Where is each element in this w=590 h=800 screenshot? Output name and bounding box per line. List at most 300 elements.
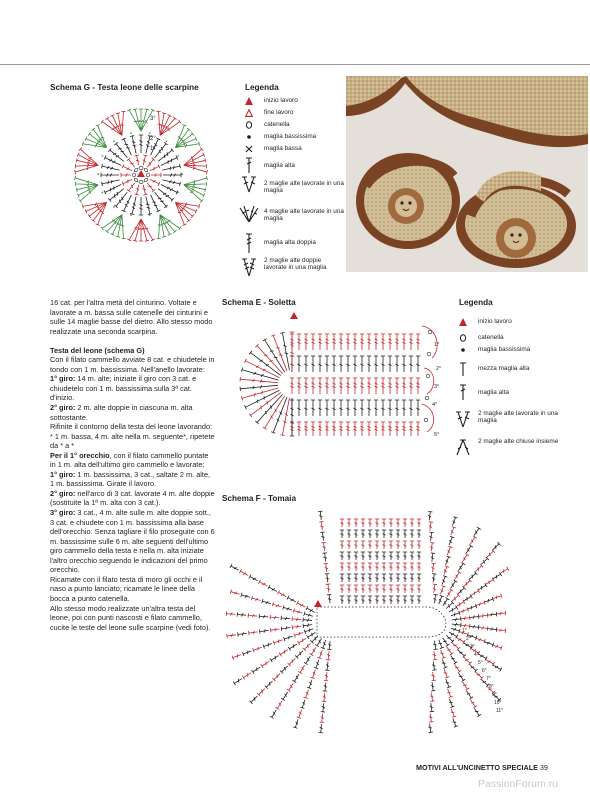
stitch-symbol bbox=[257, 689, 265, 697]
stitch-symbol bbox=[101, 215, 122, 231]
stitch-symbol bbox=[340, 519, 344, 527]
stitch-symbol bbox=[361, 596, 365, 604]
legend-g-item: 4 maglie alte lavorate in una maglia bbox=[238, 205, 344, 233]
stitch-symbol bbox=[332, 422, 336, 436]
stitch-symbol bbox=[417, 596, 421, 604]
stitch-symbol bbox=[389, 563, 393, 571]
stitch-symbol bbox=[77, 185, 98, 198]
stitch-symbol bbox=[147, 183, 155, 192]
stitch-symbol bbox=[294, 632, 303, 638]
stitch-symbol bbox=[466, 691, 473, 699]
paragraph-intro: 16 cat. per l'altra metà del cinturino. Voltate e lavorate a m. bassa sulle catenelle dei cinturini e sulle 14 maglie basse del dietro. Allo stesso modo realizzate una seconda scarpina. bbox=[50, 298, 213, 336]
stitch-symbol bbox=[340, 585, 344, 593]
stitch-symbol bbox=[466, 545, 473, 553]
stitch-symbol bbox=[300, 700, 305, 709]
stitch-symbol bbox=[451, 580, 458, 588]
schema-f-label: 7° bbox=[486, 676, 491, 682]
stitch-symbol bbox=[458, 562, 465, 570]
stitch-symbol bbox=[409, 356, 413, 372]
chain-symbol bbox=[139, 167, 143, 170]
stitch-symbol bbox=[261, 661, 270, 668]
sc-symbol bbox=[182, 174, 184, 176]
stitch-symbol bbox=[297, 400, 301, 416]
stitch-symbol bbox=[459, 607, 468, 612]
start-marker bbox=[314, 600, 322, 607]
stitch-symbol bbox=[375, 552, 379, 560]
stitch-symbol bbox=[346, 334, 350, 350]
stitch-symbol bbox=[488, 612, 497, 616]
stitch-symbol bbox=[410, 552, 414, 560]
stitch-symbol bbox=[410, 530, 414, 538]
stitch-symbol bbox=[447, 589, 454, 597]
dot-icon bbox=[245, 133, 253, 141]
stitch-symbol bbox=[346, 400, 350, 416]
outline-triangle-icon bbox=[245, 109, 253, 117]
stitch-symbol bbox=[271, 397, 287, 433]
stitch-symbol bbox=[458, 586, 466, 594]
legend-e-item: maglia alta bbox=[452, 384, 562, 410]
stitch-symbol bbox=[458, 650, 466, 658]
stitch-symbol bbox=[160, 120, 181, 136]
stitch-symbol bbox=[184, 165, 208, 174]
stitch-symbol bbox=[449, 699, 455, 708]
stitch-symbol bbox=[402, 378, 406, 394]
stitch-symbol bbox=[375, 574, 379, 582]
stitch-symbol bbox=[146, 196, 152, 214]
stitch-symbol bbox=[416, 400, 420, 416]
stitch-symbol bbox=[297, 334, 301, 350]
stitch-symbol bbox=[130, 136, 136, 154]
stitch-symbol bbox=[395, 422, 399, 436]
stitch-symbol bbox=[239, 569, 248, 575]
stitch-symbol bbox=[417, 563, 421, 571]
stitch-symbol bbox=[230, 564, 239, 570]
stitch-symbol bbox=[311, 400, 315, 416]
schema-f-label: 5° bbox=[478, 660, 483, 666]
stitch-symbol bbox=[470, 700, 477, 708]
stitch-symbol bbox=[184, 185, 205, 198]
stitch-symbol bbox=[396, 563, 400, 571]
chain-symbol bbox=[427, 352, 431, 356]
stitch-symbol bbox=[303, 618, 312, 622]
ear-round-3: 3° giro: 3 cat., 4 m. alte sulle m. alte doppie sott., 3 cat. e chiudete con 1 m. bassissima alla base dell'orecchio. Senza tagliare il filo proseguite con 6 m. bassissime sulle 6 m. alte seguenti dell'ultimo giro cammello della testa e nella m. alta iniziate l'altro orecchio seguendo le indicazioni del primo orecchio. bbox=[50, 508, 215, 575]
page-number: 39 bbox=[539, 763, 548, 772]
double-crochet-icon bbox=[458, 384, 468, 400]
stitch-symbol bbox=[402, 356, 406, 372]
stitch-symbol bbox=[447, 689, 453, 698]
stitch-symbol bbox=[451, 709, 457, 718]
sc-symbol bbox=[130, 133, 132, 135]
stitch-symbol bbox=[353, 356, 357, 372]
stitch-symbol bbox=[237, 612, 246, 616]
legend-e-list bbox=[452, 318, 562, 460]
stitch-symbol bbox=[324, 672, 328, 681]
stitch-symbol bbox=[395, 356, 399, 372]
stitch-symbol bbox=[318, 422, 322, 436]
stitch-symbol bbox=[102, 180, 120, 186]
stitch-symbol bbox=[160, 215, 181, 231]
chain-symbol bbox=[144, 178, 149, 183]
stitch-symbol bbox=[353, 422, 357, 436]
stitch-symbol bbox=[488, 627, 497, 631]
ear-round-2: 2° giro: nell'arco di 3 cat. lavorate 4 m. alte doppie (sostituite la 1ª m. alta con 3 cat.). bbox=[50, 488, 215, 508]
stitch-symbol bbox=[375, 530, 379, 538]
stitch-symbol bbox=[438, 640, 444, 649]
stitch-symbol bbox=[133, 219, 141, 241]
sc-symbol bbox=[166, 206, 168, 208]
stitch-symbol bbox=[382, 519, 386, 527]
schema-e-diagram bbox=[222, 308, 448, 458]
stitch-symbol bbox=[452, 643, 460, 651]
stitch-symbol bbox=[389, 530, 393, 538]
stitch-symbol bbox=[290, 378, 294, 394]
stitch-symbol bbox=[304, 400, 308, 416]
stitch-symbol bbox=[375, 563, 379, 571]
stitch-symbol bbox=[409, 400, 413, 416]
stitch-symbol bbox=[339, 378, 343, 394]
schema-f-title: Schema F - Tomaia bbox=[222, 494, 297, 503]
sc-symbol bbox=[102, 155, 104, 157]
chain-symbol bbox=[144, 168, 149, 173]
foundation-chain bbox=[317, 607, 446, 637]
stitch-symbol bbox=[233, 679, 242, 686]
sc-symbol bbox=[177, 192, 179, 194]
stitch-symbol bbox=[440, 585, 445, 594]
stitch-symbol bbox=[417, 541, 421, 549]
stitch-symbol bbox=[446, 556, 451, 565]
filled-triangle-icon bbox=[245, 97, 253, 105]
stitch-symbol bbox=[430, 693, 434, 702]
stitch-symbol bbox=[162, 180, 180, 186]
stitch-symbol bbox=[325, 378, 329, 394]
stitch-symbol bbox=[374, 356, 378, 372]
turn-arrow bbox=[422, 404, 434, 432]
legend-e-item: 2 maglie alte chiuse insieme bbox=[452, 438, 562, 460]
stitch-symbol bbox=[447, 546, 452, 555]
stitch-symbol bbox=[321, 640, 326, 649]
stitch-symbol bbox=[315, 638, 321, 647]
legend-g-title: Legenda bbox=[245, 83, 279, 92]
stitch-symbol bbox=[417, 574, 421, 582]
stitch-symbol bbox=[410, 563, 414, 571]
section-heading: Testa del leone (schema G) bbox=[50, 345, 145, 355]
stitch-symbol bbox=[74, 165, 98, 174]
stitch-symbol bbox=[249, 631, 258, 636]
stitch-symbol bbox=[139, 197, 143, 215]
stitch-symbol bbox=[452, 617, 461, 621]
stitch-symbol bbox=[304, 378, 308, 394]
stitch-symbol bbox=[263, 643, 272, 649]
stitch-symbol bbox=[461, 616, 470, 620]
stitch-symbol bbox=[416, 356, 420, 372]
stitch-symbol bbox=[354, 563, 358, 571]
ear-round-1: 1° giro: 1 m. bassissima, 3 cat., saltate 2 m. alte, 1 m. bassissima. Girate il lavoro. bbox=[50, 469, 211, 489]
stitch-symbol bbox=[259, 629, 268, 634]
stitch-symbol bbox=[381, 422, 385, 436]
stitch-symbol bbox=[270, 615, 279, 619]
stitch-symbol bbox=[262, 599, 271, 604]
stitch-symbol bbox=[474, 708, 481, 716]
stitch-symbol bbox=[322, 693, 326, 702]
paragraph-start: Con il filato cammello avviate 8 cat. e chiudetele in tondo con 1 m. bassissima. Nell'anello lavorate: bbox=[50, 355, 215, 374]
stitch-symbol bbox=[375, 585, 379, 593]
schema-f-label: 3° bbox=[470, 644, 475, 650]
stitch-symbol bbox=[354, 574, 358, 582]
legend-e-item: catenella bbox=[452, 334, 562, 346]
schema-e-label: 3° bbox=[434, 384, 440, 390]
stitch-symbol bbox=[340, 552, 344, 560]
stitch-symbol bbox=[325, 574, 329, 583]
stitch-symbol bbox=[361, 574, 365, 582]
stitch-symbol bbox=[479, 626, 488, 630]
stitch-symbol bbox=[184, 153, 205, 166]
schema-e-label: 2° bbox=[436, 366, 442, 372]
start-marker bbox=[290, 312, 298, 319]
stitch-symbol bbox=[368, 563, 372, 571]
stitch-symbol bbox=[273, 639, 282, 645]
schema-f-label: 2° bbox=[466, 636, 471, 642]
stitch-symbol bbox=[389, 519, 393, 527]
stitch-symbol bbox=[402, 422, 406, 436]
stitch-symbol bbox=[396, 530, 400, 538]
stitch-symbol bbox=[470, 625, 479, 629]
paragraph-finish: Allo stesso modo realizzate un'altra testa del leone, poi con punti nascosti e filato cammello, cucite le teste del leone sulle scarpine (vedi foto). bbox=[50, 603, 211, 632]
stitch-symbol bbox=[493, 542, 501, 550]
stitch-symbol bbox=[284, 636, 293, 642]
stitch-symbol bbox=[432, 574, 436, 583]
stitch-symbol bbox=[353, 400, 357, 416]
stitch-symbol bbox=[451, 628, 460, 633]
stitch-symbol bbox=[353, 334, 357, 350]
stitch-symbol bbox=[310, 636, 318, 644]
stitch-symbol bbox=[332, 400, 336, 416]
stitch-symbol bbox=[470, 665, 478, 673]
stitch-symbol bbox=[77, 153, 98, 166]
stitch-symbol bbox=[340, 596, 344, 604]
stitch-symbol bbox=[346, 422, 350, 436]
stitch-symbol bbox=[268, 585, 277, 591]
stitch-symbol bbox=[141, 109, 149, 131]
chain-symbol bbox=[428, 330, 432, 334]
stitch-symbol bbox=[433, 584, 437, 593]
stitch-symbol bbox=[354, 596, 358, 604]
stitch-symbol bbox=[122, 179, 132, 185]
stitch-symbol bbox=[277, 590, 286, 596]
stitch-symbol bbox=[445, 679, 451, 688]
stitch-symbol bbox=[361, 563, 365, 571]
stitch-symbol bbox=[497, 629, 506, 633]
stitch-symbol bbox=[410, 596, 414, 604]
stitch-symbol bbox=[367, 334, 371, 350]
sc-symbol bbox=[149, 214, 151, 216]
stitch-symbol bbox=[493, 645, 502, 650]
stitch-symbol bbox=[382, 530, 386, 538]
stitch-symbol bbox=[258, 580, 267, 586]
stitch-symbol bbox=[287, 596, 296, 602]
stitch-symbol bbox=[141, 219, 155, 241]
stitch-symbol bbox=[307, 632, 316, 639]
stitch-symbol bbox=[409, 422, 413, 436]
stitch-symbol bbox=[403, 596, 407, 604]
stitch-symbol bbox=[360, 400, 364, 416]
stitch-symbol bbox=[293, 719, 298, 728]
stitch-symbol bbox=[375, 596, 379, 604]
stitch-symbol bbox=[134, 185, 139, 195]
stitch-symbol bbox=[163, 173, 181, 177]
stitch-symbol bbox=[156, 215, 161, 239]
stitch-symbol bbox=[230, 590, 239, 595]
stitch-symbol bbox=[417, 519, 421, 527]
stitch-symbol bbox=[402, 400, 406, 416]
stitch-symbol bbox=[374, 422, 378, 436]
stitch-symbol bbox=[430, 703, 434, 712]
stitch-symbol bbox=[121, 111, 126, 135]
stitch-symbol bbox=[368, 596, 372, 604]
stitch-symbol bbox=[449, 536, 454, 545]
stitch-symbol bbox=[409, 334, 413, 350]
four-dc-in-one-icon bbox=[239, 205, 259, 223]
stitch-symbol bbox=[493, 594, 502, 599]
stitch-symbol bbox=[368, 552, 372, 560]
stitch-symbol bbox=[361, 541, 365, 549]
stitch-symbol bbox=[339, 334, 343, 350]
stitch-symbol bbox=[141, 219, 149, 241]
stitch-symbol bbox=[381, 400, 385, 416]
stitch-symbol bbox=[320, 532, 324, 541]
stitch-symbol bbox=[389, 585, 393, 593]
stitch-symbol bbox=[288, 658, 296, 666]
stitch-symbol bbox=[332, 334, 336, 350]
stitch-symbol bbox=[367, 378, 371, 394]
stitch-symbol bbox=[127, 158, 135, 167]
stitch-symbol bbox=[105, 117, 121, 135]
turn-arrow bbox=[424, 368, 434, 394]
stitch-symbol bbox=[319, 522, 323, 531]
stitch-symbol bbox=[440, 650, 446, 659]
dc2tog-icon bbox=[454, 438, 472, 456]
stitch-symbol bbox=[361, 519, 365, 527]
stitch-symbol bbox=[403, 552, 407, 560]
stitch-symbol bbox=[250, 696, 258, 704]
schema-f-label: 9° bbox=[492, 692, 497, 698]
stitch-symbol bbox=[389, 574, 393, 582]
stitch-symbol bbox=[493, 665, 502, 671]
stitch-symbol bbox=[431, 672, 435, 681]
stitch-symbol bbox=[417, 585, 421, 593]
legend-g-item: catenella bbox=[238, 121, 344, 133]
stitch-symbol bbox=[240, 385, 278, 391]
stitch-symbol bbox=[433, 651, 437, 660]
top-rule bbox=[0, 64, 590, 65]
schema-f-label: 11° bbox=[496, 708, 504, 714]
stitch-symbol bbox=[388, 378, 392, 394]
sc-symbol bbox=[98, 174, 100, 176]
stitch-symbol bbox=[395, 378, 399, 394]
stitch-symbol bbox=[321, 703, 325, 712]
stitch-symbol bbox=[475, 564, 483, 572]
stitch-symbol bbox=[416, 378, 420, 394]
stitch-symbol bbox=[442, 659, 448, 668]
stitch-symbol bbox=[340, 530, 344, 538]
stitch-symbol bbox=[403, 585, 407, 593]
stitch-symbol bbox=[122, 164, 132, 170]
stitch-symbol bbox=[375, 541, 379, 549]
schema-e-label: 4° bbox=[432, 402, 438, 408]
two-dc-in-one-icon bbox=[240, 175, 258, 193]
stitch-symbol bbox=[395, 334, 399, 350]
stitch-symbol bbox=[455, 664, 462, 672]
stitch-symbol bbox=[311, 334, 315, 350]
stitch-symbol bbox=[444, 669, 450, 678]
stitch-symbol bbox=[396, 541, 400, 549]
stitch-symbol bbox=[251, 596, 260, 601]
legend-e-title: Legenda bbox=[459, 298, 493, 307]
stitch-symbol bbox=[447, 647, 454, 655]
instructions-text bbox=[50, 298, 216, 632]
stitch-symbol bbox=[270, 628, 279, 633]
stitch-symbol bbox=[432, 662, 436, 671]
legend-e-item: maglia bassissima bbox=[452, 346, 562, 362]
stitch-symbol bbox=[463, 682, 470, 690]
stitch-symbol bbox=[354, 519, 358, 527]
stitch-symbol bbox=[292, 617, 301, 621]
stitch-symbol bbox=[416, 334, 420, 350]
stitch-symbol bbox=[433, 641, 437, 650]
stitch-symbol bbox=[270, 656, 279, 663]
stitch-symbol bbox=[354, 541, 358, 549]
stitch-symbol bbox=[396, 519, 400, 527]
stitch-symbol bbox=[325, 662, 329, 671]
stitch-symbol bbox=[403, 530, 407, 538]
stitch-symbol bbox=[346, 378, 350, 394]
stitch-symbol bbox=[326, 584, 330, 593]
start-marker bbox=[137, 170, 145, 177]
magazine-title: MOTIVI ALL'UNCINETTO SPECIALE bbox=[416, 763, 538, 772]
stitch-symbol bbox=[382, 552, 386, 560]
stitch-symbol bbox=[143, 155, 148, 165]
schema-e-label: 1° bbox=[434, 342, 440, 348]
stitch-symbol bbox=[354, 530, 358, 538]
stitch-symbol bbox=[311, 356, 315, 372]
stitch-symbol bbox=[431, 563, 435, 572]
stitch-symbol bbox=[276, 701, 282, 710]
stitch-symbol bbox=[497, 611, 506, 615]
stitch-symbol bbox=[249, 575, 258, 581]
watermark: PassionForum.ru bbox=[478, 778, 558, 790]
stitch-symbol bbox=[346, 356, 350, 372]
stitch-symbol bbox=[121, 215, 126, 239]
stitch-symbol bbox=[127, 109, 141, 131]
stitch-symbol bbox=[361, 552, 365, 560]
stitch-symbol bbox=[431, 553, 435, 562]
stitch-symbol bbox=[360, 378, 364, 394]
stitch-symbol bbox=[325, 334, 329, 350]
stitch-symbol bbox=[381, 356, 385, 372]
stitch-symbol bbox=[403, 541, 407, 549]
stitch-symbol bbox=[248, 613, 257, 617]
stitch-symbol bbox=[354, 552, 358, 560]
stitch-symbol bbox=[320, 714, 324, 723]
stitch-symbol bbox=[326, 651, 330, 660]
stitch-symbol bbox=[454, 571, 461, 579]
stitch-symbol bbox=[430, 543, 434, 552]
stitch-symbol bbox=[361, 585, 365, 593]
stitch-symbol bbox=[303, 623, 312, 628]
stitch-symbol bbox=[374, 378, 378, 394]
schema-g-label-3: 3° bbox=[150, 116, 156, 122]
schema-g-diagram bbox=[66, 100, 216, 250]
stitch-symbol bbox=[444, 566, 449, 575]
